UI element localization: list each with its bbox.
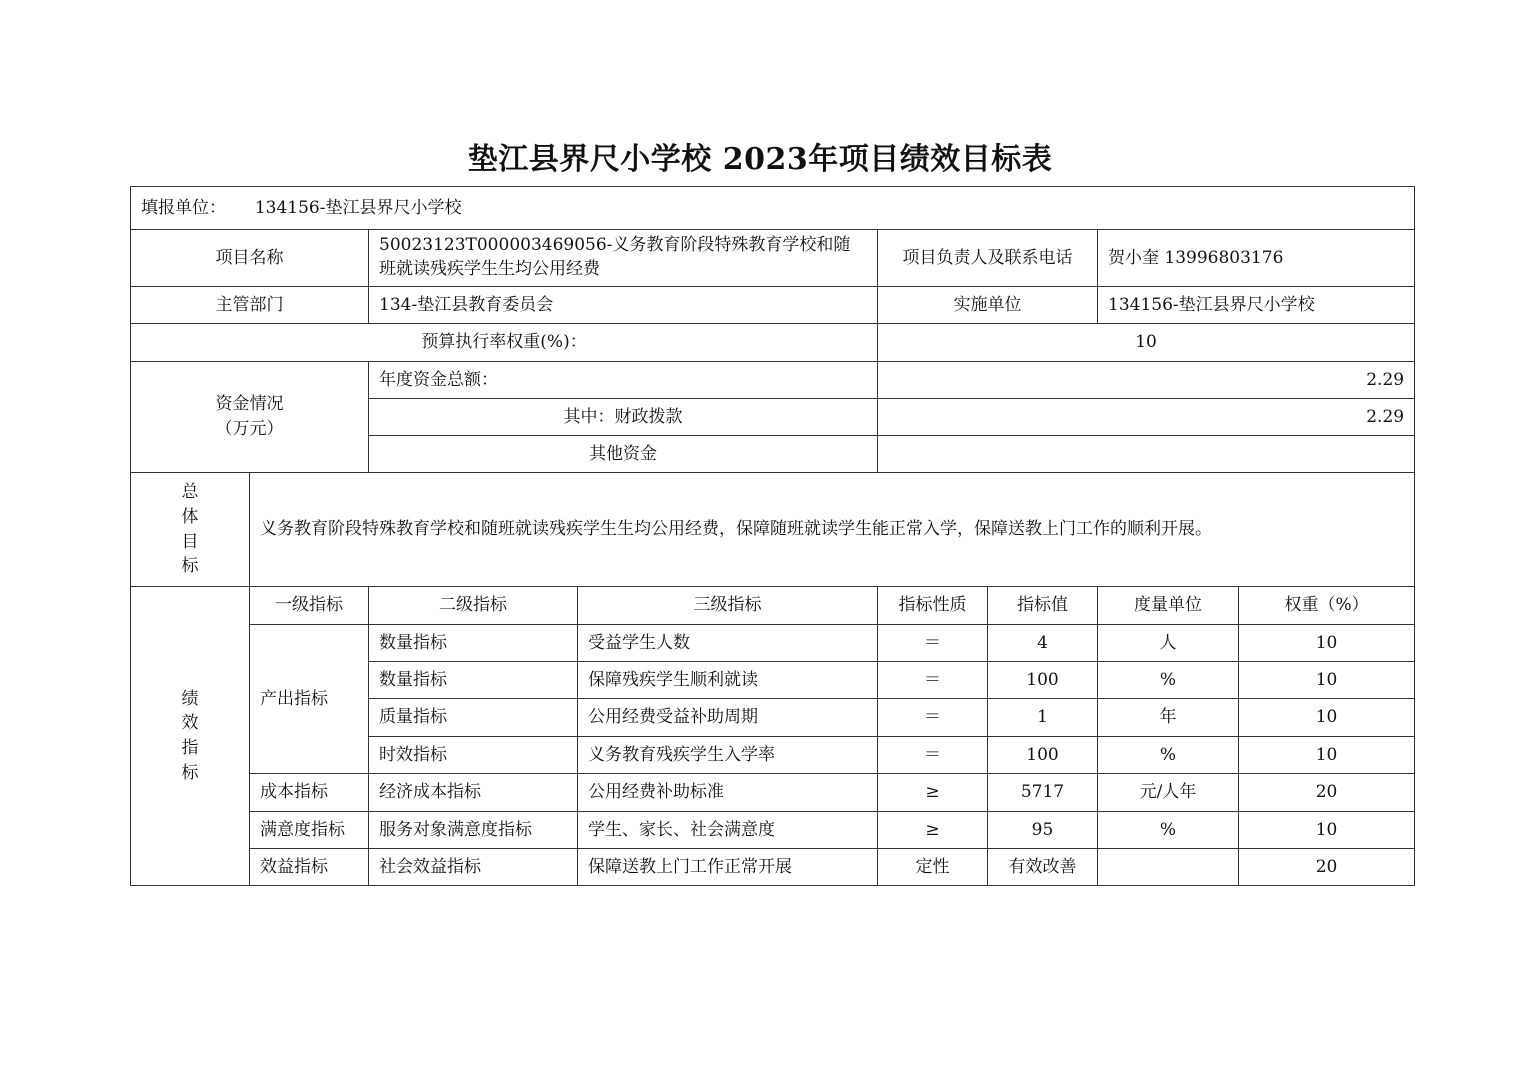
budget-weight-row	[131, 324, 1415, 362]
row-level2: 时效指标	[369, 737, 578, 774]
overall-goal-label	[131, 473, 250, 587]
filing-unit-row	[131, 187, 1415, 230]
row-nature: ＝	[878, 699, 988, 737]
table-row	[131, 625, 1415, 662]
impl-unit-value: 134156-垫江县界尺小学校	[1098, 287, 1415, 324]
perf-header-row	[131, 587, 1415, 625]
row-unit: 元/人年	[1098, 774, 1239, 812]
row-value: 4	[988, 625, 1098, 662]
project-contact-label: 项目负责人及联系电话	[878, 230, 1098, 287]
row-unit: 年	[1098, 699, 1239, 737]
row-level3: 保障送教上门工作正常开展	[578, 849, 878, 886]
funds-fiscal-label: 其中：财政拨款	[369, 399, 878, 436]
overall-goal-row	[131, 473, 1415, 587]
overall-goal-label-char: 标	[181, 556, 199, 577]
group-cost: 成本指标	[250, 774, 369, 812]
row-level2: 经济成本指标	[369, 774, 578, 812]
row-unit: 人	[1098, 625, 1239, 662]
row-level3: 义务教育残疾学生入学率	[578, 737, 878, 774]
dept-value: 134-垫江县教育委员会	[369, 287, 878, 324]
row-level3: 公用经费受益补助周期	[578, 699, 878, 737]
header-level2: 二级指标	[369, 587, 578, 625]
row-value: 1	[988, 699, 1098, 737]
row-level3: 公用经费补助标准	[578, 774, 878, 812]
funds-total-row	[131, 362, 1415, 399]
department-row	[131, 287, 1415, 324]
row-unit: %	[1098, 662, 1239, 699]
project-contact-value: 贺小奎 13996803176	[1098, 230, 1415, 287]
project-name-label: 项目名称	[131, 230, 369, 287]
header-level3: 三级指标	[578, 587, 878, 625]
dept-label: 主管部门	[131, 287, 369, 324]
budget-weight-value: 10	[878, 324, 1415, 362]
row-level2: 数量指标	[369, 662, 578, 699]
row-value: 5717	[988, 774, 1098, 812]
header-weight: 权重（%）	[1239, 587, 1415, 625]
header-unit: 度量单位	[1098, 587, 1239, 625]
header-value: 指标值	[988, 587, 1098, 625]
row-unit: %	[1098, 812, 1239, 849]
row-weight: 20	[1239, 849, 1415, 886]
perf-label	[131, 587, 250, 886]
table-row	[131, 812, 1415, 849]
overall-goal-label-char: 体	[181, 506, 199, 527]
row-unit: %	[1098, 737, 1239, 774]
group-benefit: 效益指标	[250, 849, 369, 886]
row-nature: ≥	[878, 774, 988, 812]
row-weight: 10	[1239, 625, 1415, 662]
row-value: 95	[988, 812, 1098, 849]
funds-other-label: 其他资金	[369, 436, 878, 473]
overall-goal-label-char: 目	[181, 531, 199, 552]
row-level2: 服务对象满意度指标	[369, 812, 578, 849]
row-level2: 数量指标	[369, 625, 578, 662]
filing-unit-value: 134156-垫江县界尺小学校	[254, 197, 462, 218]
funds-label	[131, 362, 369, 473]
row-level3: 保障残疾学生顺利就读	[578, 662, 878, 699]
funds-label-line1: 资金情况	[215, 394, 284, 415]
header-level1: 一级指标	[250, 587, 369, 625]
filing-unit-cell	[131, 187, 1415, 230]
header-nature: 指标性质	[878, 587, 988, 625]
group-satisfaction: 满意度指标	[250, 812, 369, 849]
row-weight: 10	[1239, 699, 1415, 737]
perf-label-char: 绩	[181, 688, 199, 709]
row-nature: ＝	[878, 625, 988, 662]
perf-label-char: 指	[181, 738, 199, 758]
table-row	[131, 849, 1415, 886]
impl-unit-label: 实施单位	[878, 287, 1098, 324]
row-value: 有效改善	[988, 849, 1098, 886]
funds-total-label: 年度资金总额：	[369, 362, 878, 399]
funds-label-line2: （万元）	[215, 419, 284, 439]
row-nature: ＝	[878, 737, 988, 774]
project-row	[131, 230, 1415, 287]
row-level3: 受益学生人数	[578, 625, 878, 662]
perf-label-char: 效	[181, 713, 199, 734]
table-row	[131, 774, 1415, 812]
row-weight: 10	[1239, 737, 1415, 774]
project-name-value: 50023123T000003469056-义务教育阶段特殊教育学校和随班就读残疾学生生均公用经费	[369, 230, 878, 287]
group-output: 产出指标	[250, 625, 369, 774]
row-value: 100	[988, 737, 1098, 774]
row-nature: 定性	[878, 849, 988, 886]
row-unit	[1098, 849, 1239, 886]
row-level2: 社会效益指标	[369, 849, 578, 886]
row-nature: ＝	[878, 662, 988, 699]
row-weight: 20	[1239, 774, 1415, 812]
filing-unit-label: 填报单位：	[141, 197, 226, 218]
funds-fiscal-value: 2.29	[878, 399, 1415, 436]
funds-total-value: 2.29	[878, 362, 1415, 399]
page-title: 垫江县界尺小学校 2023年项目绩效目标表	[467, 142, 1053, 177]
perf-label-char: 标	[181, 762, 199, 783]
performance-form-table	[130, 186, 1415, 886]
budget-weight-label: 预算执行率权重(%)：	[131, 324, 878, 362]
row-value: 100	[988, 662, 1098, 699]
funds-other-value	[878, 436, 1415, 473]
row-nature: ≥	[878, 812, 988, 849]
overall-goal-label-char: 总	[181, 482, 199, 503]
overall-goal-text: 义务教育阶段特殊教育学校和随班就读残疾学生生均公用经费，保障随班就读学生能正常入学，保障送教上门工作的顺利开展。	[250, 473, 1415, 587]
row-weight: 10	[1239, 812, 1415, 849]
row-level2: 质量指标	[369, 699, 578, 737]
row-level3: 学生、家长、社会满意度	[578, 812, 878, 849]
row-weight: 10	[1239, 662, 1415, 699]
